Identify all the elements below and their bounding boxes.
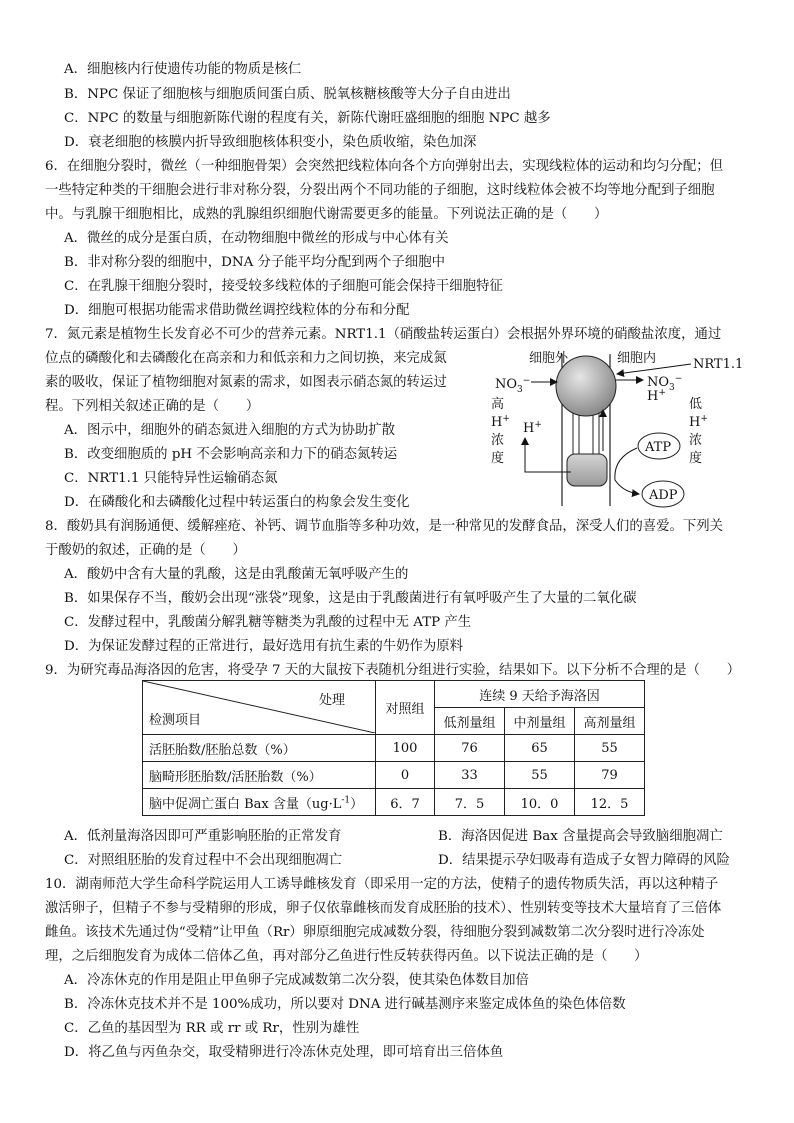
q7-stem-line: 位点的磷酸化和去磷酸化在高亲和力和低亲和力之间切换，来完成氮 (45, 351, 447, 366)
table-corner-cell (143, 681, 376, 735)
q8-stem-line: 8．酸奶具有润肠通便、缓解痤疮、补钙、调节血脂等多种功效，是一种常见的发酵食品，深受人们的喜爱。下列关 (45, 519, 724, 534)
q5-option-d: D．衰老细胞的核膜内折导致细胞核体积变小，染色质收缩，染色加深 (64, 135, 477, 150)
q6-option-c: C．在乳腺干细胞分裂时，接受较多线粒体的子细胞可能会保持干细胞特征 (64, 279, 503, 294)
atp-hydrolysis-arrow (615, 448, 639, 494)
q9-option-d: D．结果提示孕妇吸毒有造成子女智力障碍的风险 (438, 853, 730, 868)
q10-stem-line: 雌鱼。该技术先通过伪“受精”让甲鱼（Rr）卵原细胞完成减数分裂，待细胞分裂到减数第二次分裂时进行冷冻处 (45, 925, 705, 940)
q7-stem-line: 程。下列相关叙述正确的是（ ） (45, 399, 260, 414)
q6-option-a: A．微丝的成分是蛋白质，在动物细胞中微丝的形成与中心体有关 (64, 231, 449, 246)
h-middle-label: H+ (523, 420, 542, 436)
heroin-experiment-table (142, 680, 645, 816)
table-row (143, 762, 645, 789)
cell-value: 0 (376, 762, 435, 789)
conc-label-right: 浓 (689, 433, 703, 448)
q6-stem-line: 一些特定种类的干细胞会进行非对称分裂，分裂出两个不同功能的子细胞，这时线粒体会被不均等地分配到子细胞 (45, 183, 715, 198)
h-right-label: H+ (689, 414, 708, 430)
low-label: 低 (689, 397, 703, 412)
degree-label: 度 (491, 451, 505, 466)
label-nrt: NRT1.1 (693, 357, 744, 372)
header-control: 对照组 (376, 681, 435, 735)
q9-option-a: A．低剂量海洛因即可严重影响胚胎的正常发育 (64, 829, 342, 844)
q8-option-b: B．如果保存不当，酸奶会出现“涨袋”现象，这是由于乳酸菌进行有氧呼吸产生了大量的二氧化碳 (64, 591, 637, 606)
q7-option-b: B．改变细胞质的 pH 不会影响高亲和力下的硝态氮转运 (64, 447, 398, 462)
row-label: 脑中促凋亡蛋白 Bax 含量$(ug\cdot L^{-1})$ (143, 789, 376, 816)
table-row (143, 735, 645, 762)
atp-label: ATP (645, 440, 672, 455)
q8-option-d: D．为保证发酵过程的正常进行，最好选用有抗生素的牛奶作为原料 (64, 639, 464, 654)
q10-stem-line: 10．湖南师范大学生命科学院运用人工诱导雌核发育（即采用一定的方法，使精子的遗传物质失活，再以这种精子 (45, 877, 719, 892)
nitrate-transport-diagram (487, 346, 767, 514)
high-label: 高 (491, 397, 505, 412)
q10-option-d: D．将乙鱼与丙鱼杂交，取受精卵进行冷冻休克处理，即可培育出三倍体鱼 (64, 1045, 504, 1060)
header-high-dose: 高剂量组 (575, 708, 645, 735)
q5-option-b: B．NPC 保证了细胞核与细胞质间蛋白质、脱氧核糖核酸等大分子自由进出 (64, 87, 511, 102)
cell-value: 100 (376, 735, 435, 762)
q6-stem-line: 6．在细胞分裂时，微丝（一种细胞骨架）会突然把线粒体向各个方向弹射出去，实现线粒体的运动和均匀分配；但 (45, 159, 724, 174)
cell-value: 79 (575, 762, 645, 789)
q7-option-d: D．在磷酸化和去磷酸化过程中转运蛋白的构象会发生变化 (64, 495, 410, 510)
header-heroin-group: 连续 9 天给予海洛因 (435, 681, 645, 708)
q9-stem: 9．为研究毒品海洛因的危害，将受孕 7 天的大鼠按下表随机分组进行实验，结果如下。以下分析不合理的是（ ） (45, 663, 741, 678)
q5-option-a: A．细胞核内行使遗传功能的物质是核仁 (64, 62, 302, 77)
cell-value: 65 (505, 735, 575, 762)
cell-value: 55 (505, 762, 575, 789)
header-low-dose: 低剂量组 (435, 708, 505, 735)
q9-option-c: C．对照组胚胎的发育过程中不会出现细胞凋亡 (64, 853, 343, 868)
q10-stem-line: 激活卵子，但精子不参与受精卵的形成，卵子仅依靠雌核而发育成胚胎的技术）、性别转变等技术大量培育了三倍体 (45, 901, 722, 916)
corner-treatment-label: 处理 (318, 693, 345, 708)
q6-option-d: D．细胞可根据功能需求借助微丝调控线粒体的分布和分配 (64, 303, 410, 318)
h-inside-label: H+ (647, 388, 666, 404)
q9-option-b: B．海洛因促进 Bax 含量提高会导致脑细胞凋亡 (438, 829, 723, 844)
q8-option-c: C．发酵过程中，乳酸菌分解乳糖等糖类为乳酸的过程中无 ATP 产生 (64, 615, 472, 630)
q7-option-a: A．图示中，细胞外的硝态氮进入细胞的方式为协助扩散 (64, 423, 396, 438)
header-mid-dose: 中剂量组 (505, 708, 575, 735)
corner-item-label: 检测项目 (149, 713, 202, 728)
q10-option-b: B．冷冻休克技术并不是 100%成功，所以要对 DNA 进行碱基测序来鉴定成体鱼的染色体倍数 (64, 997, 626, 1012)
cell-value: 7．5 (435, 789, 505, 816)
q10-stem-line: 理，之后细胞发育为成体二倍体乙鱼，再对部分乙鱼进行性反转获得丙鱼。以下说法正确的是（ ） (45, 949, 648, 964)
table-row (143, 789, 645, 816)
cell-value: 10．0 (505, 789, 575, 816)
q7-option-c: C．NRT1.1 只能特异性运输硝态氮 (64, 471, 278, 486)
q6-stem-line: 中。与乳腺干细胞相比，成熟的乳腺组织细胞代谢需要更多的能量。下列说法正确的是（ ） (45, 207, 608, 222)
cell-value: 55 (575, 735, 645, 762)
q8-stem-line: 于酸奶的叙述，正确的是（ ） (45, 543, 246, 558)
cell-value: 6．7 (376, 789, 435, 816)
label-outside: 细胞外 (529, 351, 569, 366)
no3-outside-label: $NO_3^-$ (495, 376, 531, 395)
row-label: 脑畸形胚胎数/活胚胎数（%） (143, 762, 376, 789)
conc-label: 浓 (491, 433, 505, 448)
label-inside: 细胞内 (617, 351, 657, 366)
row-label: 活胚胎数/胚胎总数（%） (143, 735, 376, 762)
cell-value: 33 (435, 762, 505, 789)
q6-option-b: B．非对称分裂的细胞中，DNA 分子能平均分配到两个子细胞中 (64, 255, 445, 270)
no3-inside-label: $NO_3^-$ (647, 374, 683, 393)
cell-value: 76 (435, 735, 505, 762)
q7-stem-line: 素的吸收，保证了植物细胞对氮素的需求，如图表示硝态氮的转运过 (45, 375, 447, 390)
q8-option-a: A．酸奶中含有大量的乳酸，这是由乳酸菌无氧呼吸产生的 (64, 567, 409, 582)
q10-option-a: A．冷冻休克的作用是阻止甲鱼卵子完成减数第二次分裂，使其染色体数目加倍 (64, 973, 529, 988)
q10-option-c: C．乙鱼的基因型为 RR 或 rr 或 Rr，性别为雄性 (64, 1021, 360, 1036)
q5-option-c: C．NPC 的数量与细胞新陈代谢的程度有关，新陈代谢旺盛细胞的细胞 NPC 越多 (64, 111, 551, 126)
degree-label-right: 度 (689, 451, 703, 466)
adp-label: ADP (649, 488, 678, 503)
h-pump-arrow (525, 438, 571, 472)
cell-value: 12．5 (575, 789, 645, 816)
q7-stem-line: 7．氮元素是植物生长发育必不可少的营养元素。NRT1.1（硝酸盐转运蛋白）会根据外界环境的硝酸盐浓度，通过 (45, 327, 722, 342)
h-left-label: H+ (491, 414, 510, 430)
atpase-protein (567, 454, 607, 486)
